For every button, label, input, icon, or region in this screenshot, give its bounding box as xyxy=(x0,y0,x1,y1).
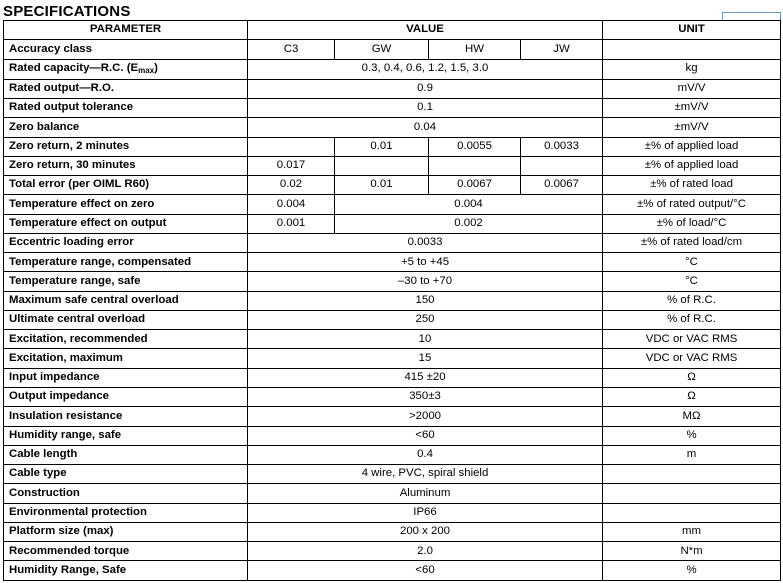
table-row-total-error xyxy=(4,176,781,195)
value-cell: Aluminum xyxy=(248,484,603,503)
value-cell: 0.04 xyxy=(248,118,603,137)
table-row-temp-effect-zero xyxy=(4,195,781,214)
unit-cell xyxy=(603,503,781,522)
unit-cell xyxy=(603,40,781,59)
value-cell: 4 wire, PVC, spiral shield xyxy=(248,465,603,484)
unit-header: UNIT xyxy=(603,21,781,40)
table-row-rated-output xyxy=(4,79,781,98)
param-label: Humidity Range, Safe xyxy=(4,561,248,581)
unit-cell: ±% of load/°C xyxy=(603,214,781,233)
page-title: SPECIFICATIONS xyxy=(3,3,131,20)
param-label: Zero return, 30 minutes xyxy=(4,156,248,175)
unit-cell: % of R.C. xyxy=(603,310,781,329)
param-label: Insulation resistance xyxy=(4,407,248,426)
param-label: Temperature range, safe xyxy=(4,272,248,291)
value-cell: –30 to +70 xyxy=(248,272,603,291)
param-label: Accuracy class xyxy=(4,40,248,59)
param-label: Eccentric loading error xyxy=(4,233,248,252)
unit-cell: ±% of rated output/°C xyxy=(603,195,781,214)
value-cell: 2.0 xyxy=(248,542,603,561)
param-label: Platform size (max) xyxy=(4,522,248,541)
unit-cell: °C xyxy=(603,272,781,291)
table-row-max-safe-overload xyxy=(4,291,781,310)
header-row xyxy=(4,21,781,40)
table-row-input-impedance xyxy=(4,368,781,387)
value-cell: 15 xyxy=(248,349,603,368)
value-cell xyxy=(248,137,335,156)
value-cell: 0.1 xyxy=(248,98,603,117)
param-label xyxy=(4,59,248,79)
param-label: Recommended torque xyxy=(4,542,248,561)
unit-cell: VDC or VAC RMS xyxy=(603,330,781,349)
unit-cell: °C xyxy=(603,253,781,272)
value-cell: 0.017 xyxy=(248,156,335,175)
value-cell: 250 xyxy=(248,310,603,329)
table-row-platform-size xyxy=(4,522,781,541)
table-row-zero-return-30 xyxy=(4,156,781,175)
param-label: Excitation, maximum xyxy=(4,349,248,368)
table-row-temp-range-safe xyxy=(4,272,781,291)
unit-cell: Ω xyxy=(603,368,781,387)
table-row-temp-range-comp xyxy=(4,253,781,272)
unit-cell xyxy=(603,484,781,503)
param-label: Zero return, 2 minutes xyxy=(4,137,248,156)
parameter-header: PARAMETER xyxy=(4,21,248,40)
unit-cell: ±% of applied load xyxy=(603,137,781,156)
unit-cell: % xyxy=(603,426,781,445)
value-cell: 0.004 xyxy=(335,195,603,214)
specifications-table xyxy=(3,20,781,581)
unit-cell: kg xyxy=(603,59,781,79)
param-label: Cable type xyxy=(4,465,248,484)
value-cell: 0.0055 xyxy=(429,137,521,156)
param-label: Cable length xyxy=(4,445,248,464)
accuracy-class-hw: HW xyxy=(429,40,521,59)
value-header: VALUE xyxy=(248,21,603,40)
param-label: Temperature effect on zero xyxy=(4,195,248,214)
unit-cell: ±mV/V xyxy=(603,98,781,117)
param-label: Output impedance xyxy=(4,387,248,406)
table-row-rated-capacity xyxy=(4,59,781,79)
accuracy-class-c3: C3 xyxy=(248,40,335,59)
table-row-accuracy-class xyxy=(4,40,781,59)
value-cell: >2000 xyxy=(248,407,603,426)
table-row-insulation-resistance xyxy=(4,407,781,426)
unit-cell: VDC or VAC RMS xyxy=(603,349,781,368)
value-cell xyxy=(429,156,521,175)
unit-cell: mm xyxy=(603,522,781,541)
unit-cell: % xyxy=(603,561,781,581)
value-cell: 0.4 xyxy=(248,445,603,464)
value-cell: +5 to +45 xyxy=(248,253,603,272)
table-row-excitation-maximum xyxy=(4,349,781,368)
value-cell: 350±3 xyxy=(248,387,603,406)
value-cell: 0.0067 xyxy=(429,176,521,195)
param-label: Environmental protection xyxy=(4,503,248,522)
value-cell: 0.004 xyxy=(248,195,335,214)
param-label-suffix: ) xyxy=(154,62,158,75)
table-row-construction xyxy=(4,484,781,503)
value-cell: 0.0033 xyxy=(248,233,603,252)
unit-cell: % of R.C. xyxy=(603,291,781,310)
table-row-eccentric-loading xyxy=(4,233,781,252)
unit-cell xyxy=(603,465,781,484)
table-row-excitation-recommended xyxy=(4,330,781,349)
value-cell: 0.0067 xyxy=(521,176,603,195)
value-cell: 200 x 200 xyxy=(248,522,603,541)
param-label: Rated output tolerance xyxy=(4,98,248,117)
param-label: Maximum safe central overload xyxy=(4,291,248,310)
table-row-cable-type xyxy=(4,465,781,484)
param-label: Temperature effect on output xyxy=(4,214,248,233)
table-row-zero-balance xyxy=(4,118,781,137)
unit-cell: MΩ xyxy=(603,407,781,426)
param-label: Zero balance xyxy=(4,118,248,137)
unit-cell: ±mV/V xyxy=(603,118,781,137)
param-label: Temperature range, compensated xyxy=(4,253,248,272)
value-cell: IP66 xyxy=(248,503,603,522)
value-cell: 0.01 xyxy=(335,137,429,156)
value-cell: 0.3, 0.4, 0.6, 1.2, 1.5, 3.0 xyxy=(248,59,603,79)
unit-cell: Ω xyxy=(603,387,781,406)
param-label: Total error (per OIML R60) xyxy=(4,176,248,195)
unit-cell: mV/V xyxy=(603,79,781,98)
value-cell: 0.01 xyxy=(335,176,429,195)
value-cell: 0.0033 xyxy=(521,137,603,156)
value-cell: 0.002 xyxy=(335,214,603,233)
table-row-ultimate-overload xyxy=(4,310,781,329)
param-label-prefix: Rated capacity—R.C. (E xyxy=(9,62,139,75)
value-cell: 0.9 xyxy=(248,79,603,98)
param-label-subscript: max xyxy=(138,66,155,76)
unit-cell: m xyxy=(603,445,781,464)
param-label: Ultimate central overload xyxy=(4,310,248,329)
value-cell: 0.02 xyxy=(248,176,335,195)
value-cell: 150 xyxy=(248,291,603,310)
accuracy-class-gw: GW xyxy=(335,40,429,59)
table-row-humidity-range-safe xyxy=(4,426,781,445)
value-cell xyxy=(521,156,603,175)
value-cell: <60 xyxy=(248,561,603,581)
unit-cell: ±% of applied load xyxy=(603,156,781,175)
param-label: Construction xyxy=(4,484,248,503)
accuracy-class-jw: JW xyxy=(521,40,603,59)
table-row-temp-effect-output xyxy=(4,214,781,233)
value-cell: 415 ±20 xyxy=(248,368,603,387)
unit-cell: N*m xyxy=(603,542,781,561)
value-cell: <60 xyxy=(248,426,603,445)
table-row-rated-output-tolerance xyxy=(4,98,781,117)
value-cell xyxy=(335,156,429,175)
unit-cell: ±% of rated load/cm xyxy=(603,233,781,252)
table-row-recommended-torque xyxy=(4,542,781,561)
table-row-environmental-protection xyxy=(4,503,781,522)
table-row-zero-return-2 xyxy=(4,137,781,156)
param-label: Rated output—R.O. xyxy=(4,79,248,98)
table-row-output-impedance xyxy=(4,387,781,406)
param-label: Excitation, recommended xyxy=(4,330,248,349)
param-label: Input impedance xyxy=(4,368,248,387)
table-row-cable-length xyxy=(4,445,781,464)
param-label: Humidity range, safe xyxy=(4,426,248,445)
value-cell: 0.001 xyxy=(248,214,335,233)
value-cell: 10 xyxy=(248,330,603,349)
unit-cell: ±% of rated load xyxy=(603,176,781,195)
table-row-humidity-range-safe-2 xyxy=(4,561,781,581)
